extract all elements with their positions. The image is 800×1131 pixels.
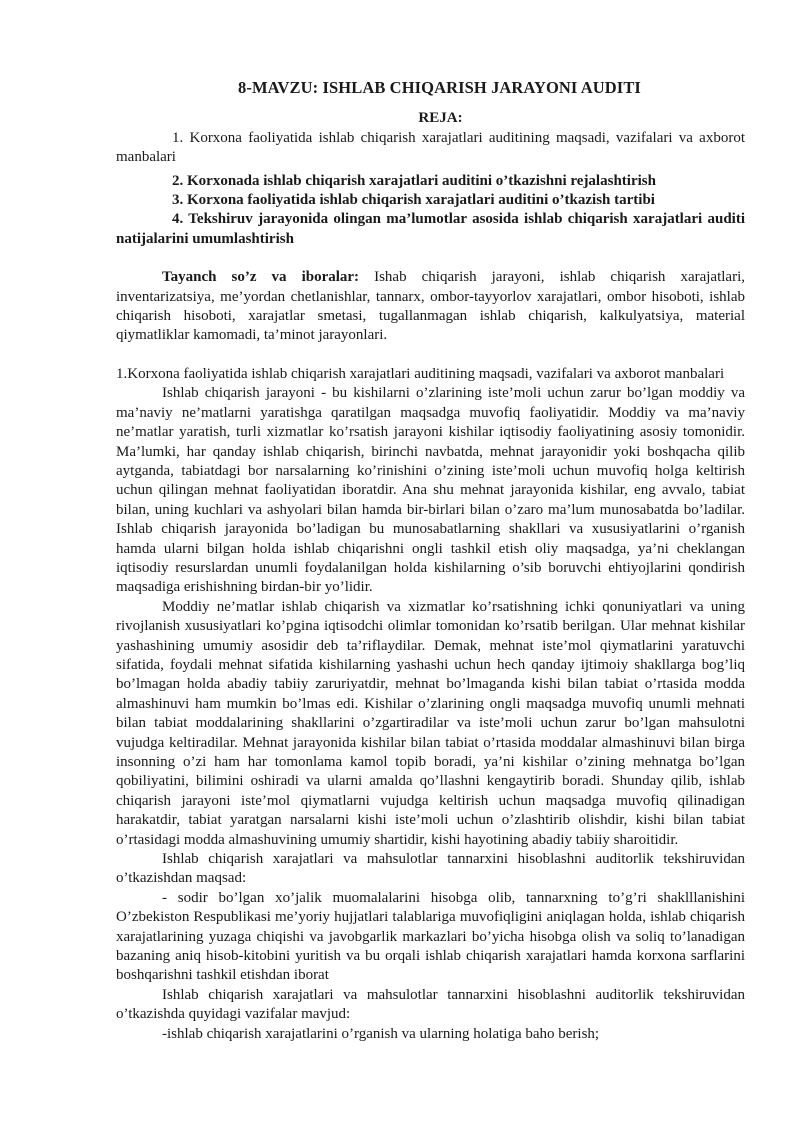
plan-item-number: 1. bbox=[172, 129, 184, 146]
body-paragraph-6: -ishlab chiqarish xarajatlarini o’rganish va ularning holatiga baho berish; bbox=[162, 1025, 600, 1042]
plan-item-text: Tekshiruv jarayonida olingan ma’lumotlar asosida ishlab chiqarish xarajatlari auditi natijalarini umumlashtirish bbox=[116, 211, 745, 247]
plan-item-text: Korxonada ishlab chiqarish xarajatlari auditini o’tkazishni rejalashtirish bbox=[187, 172, 656, 189]
plan-item-number: 2. bbox=[172, 172, 184, 189]
plan-item-3 bbox=[116, 191, 745, 210]
plan-item-text: Korxona faoliyatida ishlab chiqarish xarajatlari auditining maqsadi, vazifalari va axborot manbalari bbox=[116, 129, 745, 166]
body-paragraph-4: - sodir bo’lgan xo’jalik muomalalarini hisobga olib, tannarxning to’g’ri shaklllanishini O’zbekiston Respublikasi me’yoriy hujjatlari talablariga muvofiqligini aniqlagan holda, ishlab chiqarish xarajatlarining yuzaga chiqishi va javobgarlik markazlari bo’yicha hisobga olish va soliq to’lanadigan bazaning aniq hisob-kitobini yuritish va bu orqali ishlab chiqarish xarajatlari hamda korxona sarflarini boshqarishni tashkil etishdan iborat bbox=[116, 889, 745, 984]
keywords-paragraph bbox=[116, 268, 745, 346]
keywords-text: Ishab chiqarish jarayoni, ishlab chiqarish xarajatlari, inventarizatsiya, me’yordan chetlanishlar, tannarx, ombor-tayyorlov xarajatlari, ombor hisoboti, ishlab chiqarish hisoboti, xarajatlar smetasi, tugallanmagan ishlab chiqarish, kalkulyatsiya, material qiymatliklar kamomadi, ta’minot jarayonlari. bbox=[116, 269, 745, 344]
body-paragraph-1: Ishlab chiqarish jarayoni - bu kishilarni o’zlarining iste’moli uchun zarur bo’lgan moddiy va ma’naviy ne’matlarni yaratishga qaratilgan maqsadga muvofiq faoliyatidir. Moddiy va ma’naviy ne’matlar yaratish, turli xizmatlar ko’rsatish jarayoni kishilar iqtisodiy faoliyatining asosiy tomonidir. Ma’lumki, har qanday ishlab chiqarish, birinchi navbatda, mehnat jarayonidir yoki boshqacha qilib aytganda, tabiatdagi bor narsalarning ko’rinishini o’zining iste’moli uchun muvofiq holga keltirish uchun qilingan mehnat faoliyatidan iboratdir. Ana shu mehnat jarayonida kishilar, eng avvalo, tabiat bilan, uning kuchlari va ashyolari bilan hamda bir-birlari bilan o’zaro ma’lum munosabatda bo’ladilar. Ishlab chiqarish jarayonida bo’ladigan bu munosabatlarning shakllari va xususiyatlarini o’rganish hamda ularni bilgan holda ishlab chiqarishni ongli tashkil etish oliy maqsadga, ya’ni cheklangan iqtisodiy resurslardan unumli foydalanilgan holda kishilarning o’sib boruvchi ehtiyojlarini qondirish maqsadiga erishishning birdan-bir yo’lidir. bbox=[116, 385, 745, 596]
document-title: 8-MAVZU: ISHLAB CHIQARISH JARAYONI AUDITI bbox=[238, 78, 641, 97]
plan-item-text: Korxona faoliyatida ishlab chiqarish xarajatlari auditini o’tkazish tartibi bbox=[187, 192, 655, 209]
keywords-label: Tayanch so’z va iboralar: bbox=[162, 269, 360, 286]
plan-item-2 bbox=[116, 172, 745, 191]
body-paragraph-3: Ishlab chiqarish xarajatlari va mahsulotlar tannarxini hisoblashni auditorlik tekshiruvidan o’tkazishdan maqsad: bbox=[116, 851, 745, 887]
plan-item-4 bbox=[116, 210, 745, 249]
section-heading: 1.Korxona faoliyatida ishlab chiqarish xarajatlari auditining maqsadi, vazifalari va axborot manbalari bbox=[116, 365, 725, 382]
plan-item-number: 3. bbox=[172, 192, 184, 209]
plan-item-1 bbox=[116, 129, 745, 168]
body-paragraph-5: Ishlab chiqarish xarajatlari va mahsulotlar tannarxini hisoblashni auditorlik tekshiruvidan o’tkazishda quyidagi vazifalar mavjud: bbox=[116, 986, 745, 1023]
plan-heading: REJA: bbox=[418, 110, 463, 127]
plan-item-number: 4. bbox=[172, 211, 184, 228]
body-paragraph-2: Moddiy ne’matlar ishlab chiqarish va xizmatlar ko’rsatishning ichki qonuniyatlari va uning rivojlanish xususiyatlari ko’pgina iqtisodchi olimlar tomonidan ko’rsatib berilgan. Ular mehnat kishilar yashashining umumiy asosidir deb ta’riflaydilar. Demak, mehnat iste’mol qiymatlarini yaratuvchi sifatida, foydali mehnat sifatida kishilarning yashashi uchun hech qanday ijtimoiy shakllarga bog’liq bo’lmagan holda abadiy tabiiy zaruriyatdir, mehnat bo’lmaganda kishi bilan tabiat o’rtasida modda almashinuvi ham mumkin bo’lmas edi. Kishilar o’zlarining ongli maqsadga muvofiq unumli mehnati bilan tabiat moddalarining shakllarini o’zgartiradilar va iste’moli uchun zarur bo’lgan mahsulotni vujudga keltiradilar. Mehnat jarayonida kishilar bilan tabiat o’rtasida moddalar almashinuvi bilan birga insonning o’zi ham har tomonlama kamol topib boradi, ya’ni kishilar o’zining mehnatga bo’lgan qobiliyatini, bilimini oshiradi va ularni amalda qo’llashni kengaytirib boradi. Shunday qilib, ishlab chiqarish jarayoni iste’mol qiymatlarni vujudga keltirish uchun maqsadga muvofiq qilinadigan harakatdir, tabiat yaratgan narsalarni kishi iste’moli uchun o’zlashtirib olishdir, kishi bilan tabiat o’rtasidagi modda almashuvining umumiy shartidir, kishi hayotining abadiy tabiiy sharoitidir. bbox=[116, 598, 745, 848]
